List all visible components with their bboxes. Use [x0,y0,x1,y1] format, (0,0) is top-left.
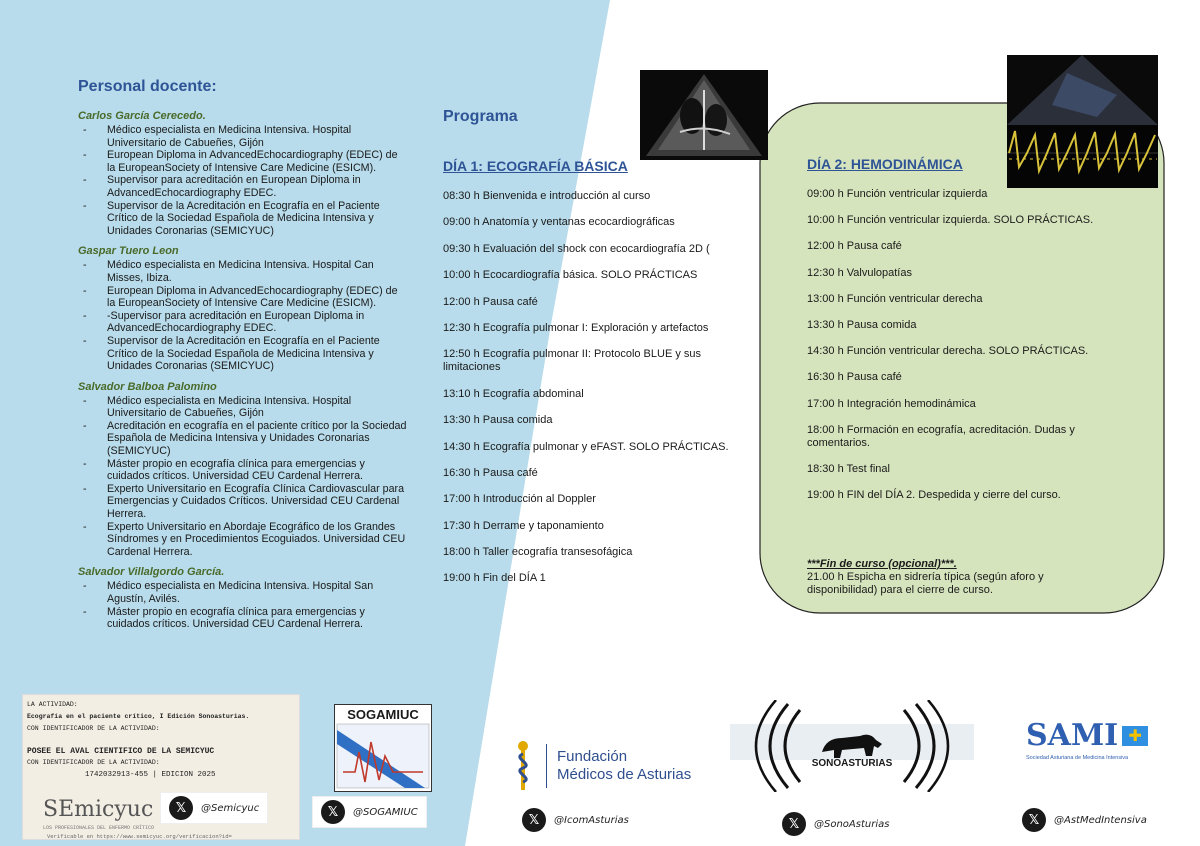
schedule-item: 17:00 h Integración hemodinámica [807,397,976,410]
schedule-item: 14:30 h Función ventricular derecha. SOLO PRÁCTICAS. [807,345,1089,358]
sono-x-handle[interactable] [782,812,889,836]
schedule-item: 18:00 h Formación en ecografía, acreditación. Dudas y comentarios. [807,423,1075,449]
credential-item: - Supervisor de la Acreditación en Ecografía en el Paciente Crítico de la Sociedad Española de Medicina Intensiva y Unidades Coronarias (SEMICYUC) [78,200,408,238]
staff-member-name: Salvador Villalgordo García. [78,566,225,579]
schedule-item: 16:30 h Pausa café [807,371,902,384]
schedule-item: 12:30 h Valvulopatías [807,266,912,279]
schedule-item: 17:30 h Derrame y taponamiento [443,519,604,532]
cert-line: LA ACTIVIDAD: [27,701,78,708]
staff-member-credentials [78,580,408,630]
schedule-item: 16:30 h Pausa café [443,466,538,479]
schedule-item: 13:30 h Pausa comida [443,414,553,427]
sami-logo-text: SAMI [1026,718,1119,753]
caduceus-icon [510,740,536,792]
schedule-item: 08:30 h Bienvenida e introducción al curso [443,190,651,202]
sogamiuc-emblem [335,722,431,790]
x-logo-icon: 𝕏 [1022,808,1046,832]
staff-member-name: Gaspar Tuero Leon [78,245,179,258]
optional-text: 21.00 h Espicha en sidrería típica (según aforo y disponibilidad) para el cierre de curso. [807,571,1044,596]
credential-item: - Experto Universitario en Ecografía Clínica Cardiovascular para Emergencias y Cuidados Críticos. Universidad CEU Cardenal Herrera. [78,483,408,521]
optional-event [807,558,1097,597]
schedule-item: 13:10 h Ecografía abdominal [443,387,584,400]
staff-section [78,78,408,639]
schedule-item: 10:00 h Función ventricular izquierda. SOLO PRÁCTICAS. [807,214,1094,227]
credential-item: - Médico especialista en Medicina Intensiva. Hospital Universitario de Cabueñes, Gijón [78,395,408,420]
sogamiuc-logo [334,704,432,792]
cert-line: CON IDENTIFICADOR DE LA ACTIVIDAD: [27,725,160,732]
sami-x-handle[interactable] [1022,808,1147,832]
sami-sub: Sociedad Asturiana de Medicina Intensiva [1026,755,1129,761]
handle-text: @AstMedIntensiva [1054,814,1147,826]
schedule-item: 18:00 h Taller ecografía transesofágica [443,546,633,559]
fundacion-line1: Fundación [557,748,628,765]
x-logo-icon: 𝕏 [522,808,546,832]
semicyuc-logo-sub: LOS PROFESIONALES DEL ENFERMO CRÍTICO [43,825,155,831]
handle-text: @SOGAMIUC [353,806,418,818]
day2-title: DÍA 2: HEMODINÁMICA [807,156,963,172]
staff-member [78,566,408,630]
optional-title: ***Fin de curso (opcional)***. [807,558,957,570]
staff-member-credentials [78,124,408,237]
cert-line: CON IDENTIFICADOR DE LA ACTIVIDAD: [27,759,160,766]
sonoasturias-text: SONOASTURIAS [811,758,893,769]
schedule-item: 09:30 h Evaluación del shock con ecocardiografía 2D ( [443,242,710,255]
schedule-item: 13:00 h Función ventricular derecha [807,292,983,305]
cert-line: POSEE EL AVAL CIENTIFICO DE LA SEMICYUC [27,747,215,756]
credential-item: - Supervisor de la Acreditación en Ecografía en el Paciente Crítico de la Sociedad Española de Medicina Intensiva y Unidades Coronarias (SEMICYUC) [78,335,408,373]
day2-schedule [807,188,1107,515]
sogamiuc-x-handle[interactable] [312,796,427,828]
fundacion-line2: Médicos de Asturias [557,766,692,783]
x-logo-icon: 𝕏 [782,812,806,836]
schedule-item: 09:00 h Función ventricular izquierda [807,188,988,200]
programa-title: Programa [443,108,518,125]
sonoasturias-logo [730,700,974,792]
handle-text: @SonoAsturias [814,818,890,830]
schedule-item: 12:30 h Ecografía pulmonar I: Exploración y artefactos [443,321,709,334]
schedule-item: 19:00 h Fin del DÍA 1 [443,572,546,585]
handle-text: @Semicyuc [201,802,260,814]
cert-line: Verificable en https://www.semicyuc.org/verificacion?id= [47,833,232,840]
credential-item: - -Supervisor para acreditación en European Diploma in AdvancedEchocardiography EDEC. [78,310,408,335]
credential-item: - Máster propio en ecografía clínica para emergencias y cuidados críticos. Universidad CEU Cardenal Herrera. [78,458,408,483]
day1-schedule [443,190,753,599]
schedule-item: 12:00 h Pausa café [807,240,902,253]
staff-list [78,110,408,631]
credential-item: - Supervisor para acreditación en European Diploma in AdvancedEchocardiography EDEC. [78,174,408,199]
staff-member [78,381,408,559]
day1-title: DÍA 1: ECOGRAFÍA BÁSICA [443,158,628,174]
schedule-item: 12:00 h Pausa café [443,295,538,308]
staff-member-credentials [78,395,408,559]
sogamiuc-logo-text: SOGAMIUC [347,707,419,722]
cert-line: Ecografía en el paciente crítico, I Edición Sonoasturias. [27,713,250,720]
sami-logo [1026,718,1156,784]
handle-text: @IcomAsturias [554,814,629,826]
credential-item: - European Diploma in AdvancedEchocardiography (EDEC) de la EuropeanSociety of Intensive Care Medicine (ESICM). [78,285,408,310]
staff-member-name: Carlos García Cerecedo. [78,110,206,122]
semicyuc-logo: SEmicyuc [43,797,154,822]
schedule-item: 09:00 h Anatomía y ventanas ecocardiográficas [443,216,675,229]
sonoasturias-emblem [730,700,974,792]
credential-item: - Médico especialista en Medicina Intensiva. Hospital San Agustín, Avilés. [78,580,408,605]
schedule-item: 12:50 h Ecografía pulmonar II: Protocolo BLUE y sus limitaciones [443,348,702,374]
staff-title: Personal docente: [78,78,217,95]
schedule-item: 18:30 h Test final [807,462,890,475]
logo-divider [546,744,547,788]
staff-member [78,245,408,372]
x-logo-icon: 𝕏 [321,800,345,824]
semicyuc-x-handle[interactable] [160,792,268,824]
schedule-item: 14:30 h Ecografía pulmonar y eFAST. SOLO PRÁCTICAS. [443,440,729,453]
credential-item: - Acreditación en ecografía en el paciente crítico por la Sociedad Española de Medicina Intensiva y Unidades Coronarias (SEMICYUC) [78,420,408,458]
schedule-item: 19:00 h FIN del DÍA 2. Despedida y cierre del curso. [807,489,1061,502]
schedule-item: 10:00 h Ecocardiografía básica. SOLO PRÁCTICAS [443,269,698,282]
schedule-item: 13:30 h Pausa comida [807,318,917,331]
credential-item: - Médico especialista en Medicina Intensiva. Hospital Universitario de Cabueñes, Gijón [78,124,408,149]
credential-item: - European Diploma in AdvancedEchocardiography (EDEC) de la EuropeanSociety of Intensive Care Medicine (ESICM). [78,149,408,174]
cert-line: 1742032913-455 | EDICION 2025 [85,771,216,779]
icom-x-handle[interactable] [522,808,629,832]
credential-item: - Máster propio en ecografía clínica para emergencias y cuidados críticos. Universidad CEU Cardenal Herrera. [78,606,408,631]
fundacion-logo [510,740,691,792]
staff-member [78,110,408,237]
staff-member-credentials [78,259,408,372]
schedule-item: 17:00 h Introducción al Doppler [443,493,596,506]
sami-flag-icon: ✚ [1122,726,1148,746]
x-logo-icon: 𝕏 [169,796,193,820]
credential-item: - Médico especialista en Medicina Intensiva. Hospital Can Misses, Ibiza. [78,259,408,284]
credential-item: - Experto Universitario en Abordaje Ecográfico de los Grandes Síndromes y en Procedimientos Ecoguiados. Universidad CEU Cardenal Herrera. [78,521,408,559]
staff-member-name: Salvador Balboa Palomino [78,380,217,393]
echocardiogram-image [640,70,768,160]
doppler-image [1007,55,1158,188]
